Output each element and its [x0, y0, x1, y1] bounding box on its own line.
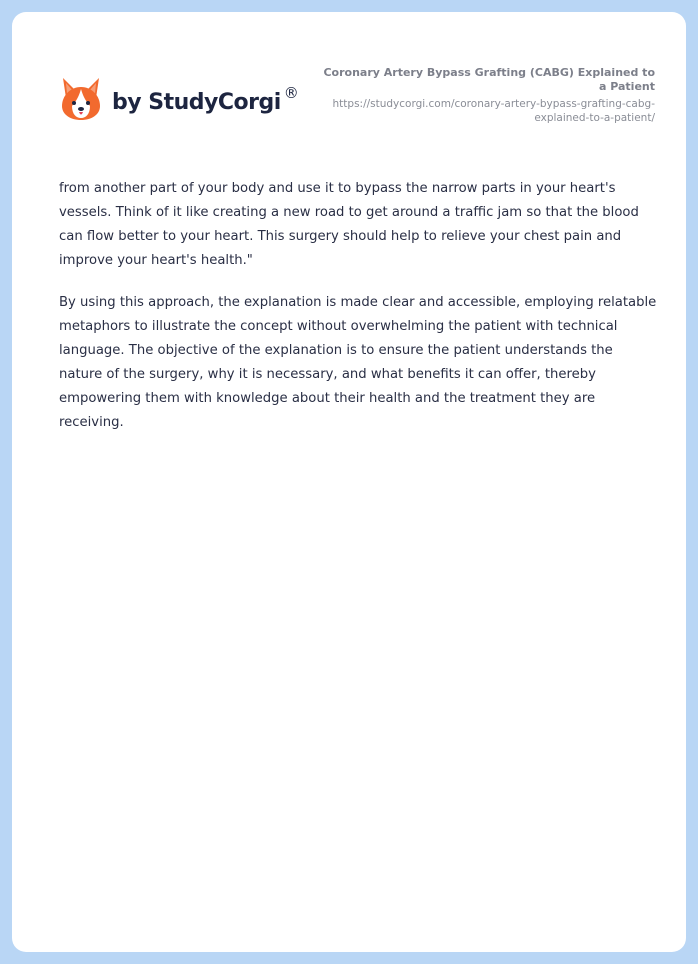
- brand-name: by StudyCorgi ®: [112, 83, 299, 115]
- document-page: [12, 12, 686, 952]
- document-header: [315, 66, 655, 125]
- document-title: Coronary Artery Bypass Grafting (CABG) Explained to a Patient: [323, 66, 655, 93]
- document-url[interactable]: https://studycorgi.com/coronary-artery-bypass-grafting-cabg-explained-to-a-patient/: [332, 98, 655, 124]
- registered-mark: ®: [283, 83, 299, 102]
- paragraph-2: By using this approach, the explanation is made clear and accessible, employing relatable metaphors to illustrate the concept without overwhelming the patient with technical language. The objective of the explanation is to ensure the patient understands the nature of the surgery, why it is necessary, and what benefits it can offer, thereby empowering them with knowledge about their health and the treatment they are receiving.: [59, 295, 657, 430]
- studycorgi-logo[interactable]: [60, 76, 298, 122]
- corgi-icon: [60, 76, 102, 122]
- paragraph-1: from another part of your body and use it to bypass the narrow parts in your heart's vessels. Think of it like creating a new road to get around a traffic jam so that the blood can flow better to your heart. This surgery should help to relieve your chest pain and improve your heart's health.": [59, 181, 639, 268]
- document-body: [59, 177, 659, 453]
